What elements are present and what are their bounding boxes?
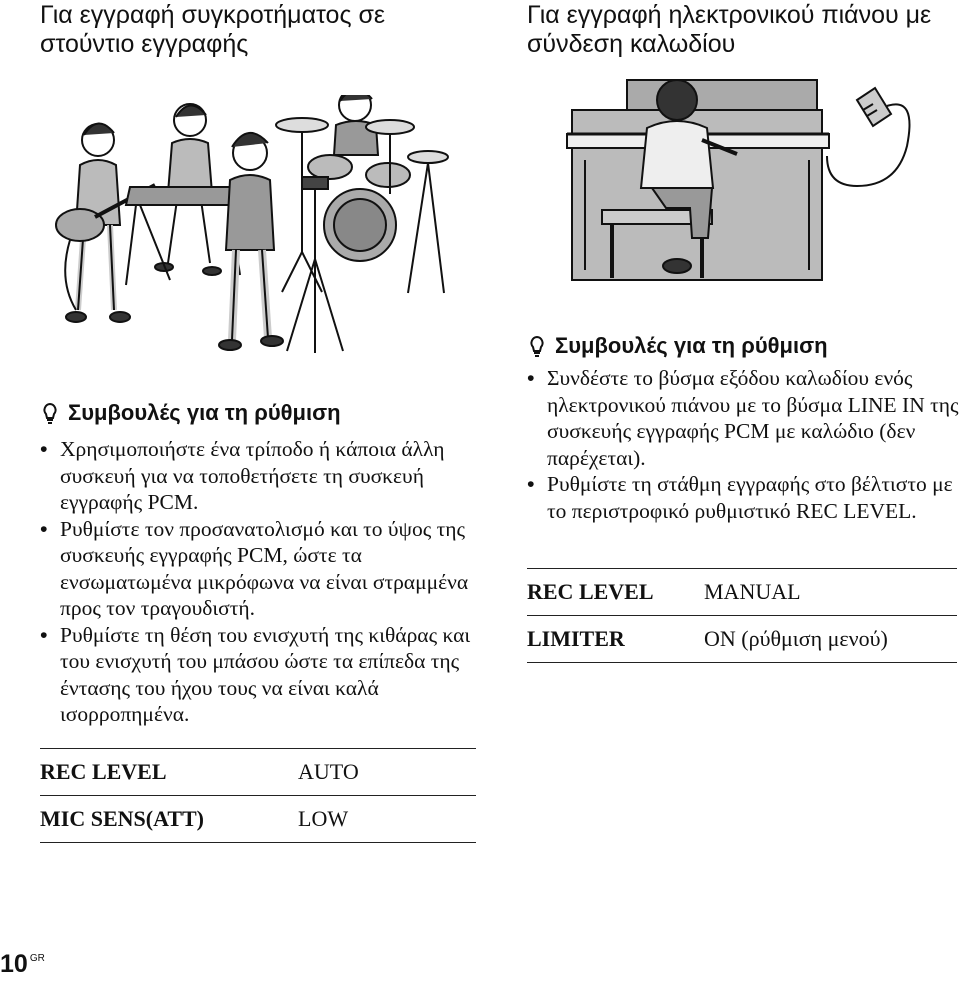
piano-tip-connect: • Συνδέστε το βύσμα εξόδου καλωδίου ενός ηλεκτρονικού πιάνου με το βύσμα LINE IN της συσκευής εγγραφής PCM με καλώδιο (δεν παρέχεται). <box>527 365 959 471</box>
band-tip-orientation: • Ρυθμίστε τον προσανατολισμό και το ύψος της συσκευής εγγραφής PCM, ώστε τα ενσωματωμένα μικρόφωνα να είναι στραμμένα προς τον τραγουδιστή. <box>40 516 476 622</box>
table-row <box>527 616 957 663</box>
piano-recording-illustration <box>527 70 957 300</box>
setting-value: MANUAL <box>704 569 957 616</box>
lightbulb-icon <box>40 401 60 425</box>
piano-tip-rec-level: • Ρυθμίστε τη στάθμη εγγραφής στο βέλτιστο με το περιστροφικό ρυθμιστικό REC LEVEL. <box>527 471 959 524</box>
page-number-value: 10 <box>0 950 28 978</box>
lightbulb-icon <box>527 334 547 358</box>
setting-key: LIMITER <box>527 616 704 663</box>
setting-value: LOW <box>298 796 476 843</box>
piano-tips-list <box>527 365 959 524</box>
band-recording-illustration <box>40 95 476 370</box>
band-tips-list <box>40 436 476 728</box>
setting-value: AUTO <box>298 749 476 796</box>
piano-heading: Για εγγραφή ηλεκτρονικού πιάνου με σύνδεση καλωδίου <box>527 1 932 58</box>
setting-key: MIC SENS(ATT) <box>40 796 298 843</box>
table-row <box>40 749 476 796</box>
piano-tips-title-text: Συμβουλές για τη ρύθμιση <box>555 333 828 358</box>
setting-key: REC LEVEL <box>527 569 704 616</box>
piano-tips-title <box>527 333 828 359</box>
table-row <box>40 796 476 843</box>
setting-value: ON (ρύθμιση μενού) <box>704 616 957 663</box>
band-settings-table <box>40 748 476 843</box>
table-row <box>527 569 957 616</box>
piano-settings-table <box>527 568 957 663</box>
page-language-code: GR <box>29 953 45 964</box>
band-tip-amplifiers: • Ρυθμίστε τη θέση του ενισχυτή της κιθάρας και του ενισχυτή του μπάσου ώστε τα επίπεδα της έντασης του ήχου τους να είναι καλά ισορροπημένα. <box>40 622 476 728</box>
band-heading: Για εγγραφή συγκροτήματος σε στούντιο εγγραφής <box>40 1 386 58</box>
band-tips-title <box>40 400 341 426</box>
setting-key: REC LEVEL <box>40 749 298 796</box>
band-tips-title-text: Συμβουλές για τη ρύθμιση <box>68 400 341 425</box>
page-number <box>0 950 45 979</box>
band-tip-tripod: • Χρησιμοποιήστε ένα τρίποδο ή κάποια άλλη συσκευή για να τοποθετήσετε τη συσκευή εγγραφής PCM. <box>40 436 476 516</box>
